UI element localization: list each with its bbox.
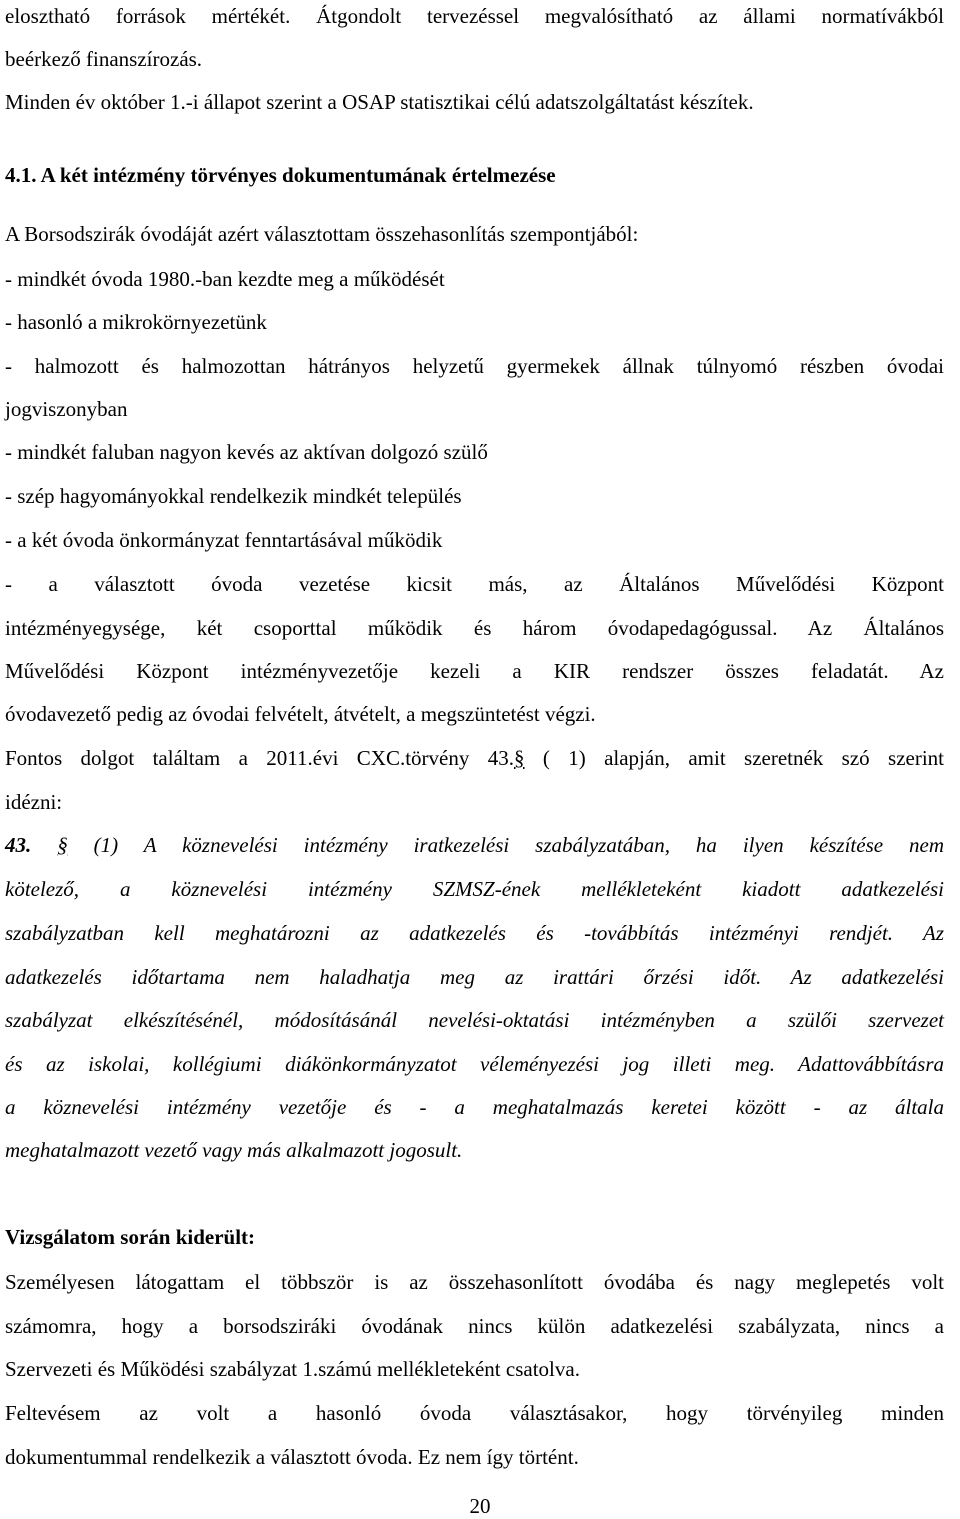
findings-line: számomra, hogy a borsodsziráki óvodának nincs külön adatkezelési szabályzata, nincs a [5,1314,944,1338]
quote-text: (1) A köznevelési intézmény iratkezelési szabályzatában, ha ilyen készítése nem [93,833,944,857]
bullet-line: - a választott óvoda vezetése kicsit más, az Általános Művelődési Központ [5,572,944,596]
bullet-line: jogviszonyban [5,397,128,421]
findings-line: dokumentummal rendelkezik a választott óvoda. Ez nem így történt. [5,1445,579,1469]
quote-line: szabályzat elkészítésénél, módosításánál nevelési-oktatási intézményben a szülői szervezet [5,1008,944,1032]
findings-line: Feltevésem az volt a hasonló óvoda választásakor, hogy törvényileg minden [5,1401,944,1425]
section-heading: 4.1. A két intézmény törvényes dokumentumának értelmezése [5,163,556,187]
quote-line: meghatalmazott vezető vagy más alkalmazott jogosult. [5,1138,463,1162]
body-text-line: beérkező finanszírozás. [5,47,203,71]
findings-line: Személyesen látogattam el többször is az összehasonlított óvodába és nagy meglepetés volt [5,1270,944,1294]
body-text-line: Minden év október 1.-i állapot szerint a OSAP statisztikai célú adatszolgáltatást készítek. [5,90,754,114]
quote-line: adatkezelés időtartama nem haladhatja meg az irattári őrzési időt. Az adatkezelési [5,965,944,989]
bullet-line: - halmozott és halmozottan hátrányos helyzetű gyermekek állnak túlnyomó részben óvodai [5,354,944,378]
quote-line: kötelező, a köznevelési intézmény SZMSZ-ének mellékleteként kiadott adatkezelési [5,877,944,901]
law-intro-line [5,746,944,770]
bullet-line: - mindkét faluban nagyon kevés az aktívan dolgozó szülő [5,440,488,464]
quote-line: és az iskolai, kollégiumi diákönkormányzatot véleményezési jog illeti meg. Adattovábbításra [5,1052,944,1076]
bullet-line: - mindkét óvoda 1980.-ban kezdte meg a működését [5,267,445,291]
comparison-intro: A Borsodszirák óvodáját azért választottam összehasonlítás szempontjából: [5,222,639,246]
bullet-line: - hasonló a mikrokörnyezetünk [5,310,267,334]
bullet-line: Művelődési Központ intézményvezetője kezeli a KIR rendszer összes feladatát. Az [5,659,944,683]
bullet-line: intézményegysége, két csoporttal működik és három óvodapedagógussal. Az Általános [5,616,944,640]
bullet-line: - a két óvoda önkormányzat fenntartásával működik [5,528,443,552]
body-text-line: elosztható források mértékét. Átgondolt tervezéssel megvalósítható az állami normatívákból [5,4,944,28]
section-symbol: § [513,746,525,770]
quote-line: szabályzatban kell meghatározni az adatkezelés és -továbbítás intézményi rendjét. Az [5,921,944,945]
quote-number: 43. [5,833,32,857]
quote-line: a köznevelési intézmény vezetője és - a meghatalmazás keretei között - az általa [5,1095,944,1119]
law-intro-text: ( 1) alapján, amit szeretnék szó szerint [524,746,945,770]
findings-line: Szervezeti és Működési szabályzat 1.számú mellékleteként csatolva. [5,1357,580,1381]
page-number: 20 [469,1494,491,1518]
findings-heading: Vizsgálatom során kiderült: [5,1225,256,1249]
law-intro-text: Fontos dolgot találtam a 2011.évi CXC.törvény 43. [5,746,514,770]
section-symbol: § [57,833,68,857]
bullet-line: óvodavezető pedig az óvodai felvételt, átvételt, a megszüntetést végzi. [5,702,596,726]
bullet-line: - szép hagyományokkal rendelkezik mindkét település [5,484,462,508]
quote-line [5,833,944,857]
law-intro-line: idézni: [5,790,63,814]
